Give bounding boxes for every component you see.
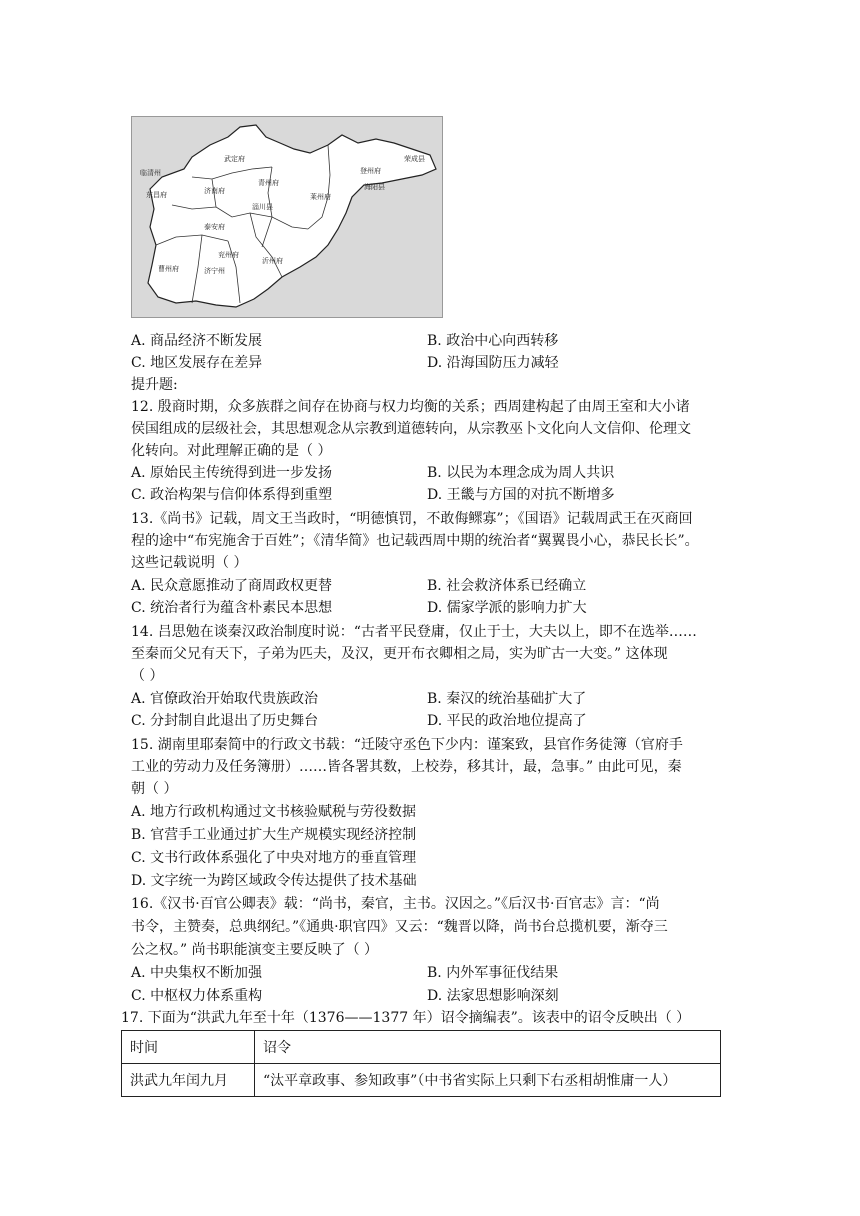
- q11-option-a: A. 商品经济不断发展: [131, 333, 263, 349]
- q15-line-1: 15. 湖南里耶秦简中的行政文书载：“迁陵守丞色下少内：谨案致，县官作务徒簿（官府手: [131, 737, 683, 753]
- q14-line-2: 至秦而父兄有天下，子弟为匹夫，及汉，更开布衣卿相之局，实为旷古一大变。” 这体现: [131, 646, 668, 662]
- q12-option-d: D. 王畿与方国的对抗不断增多: [427, 487, 615, 503]
- q15-line-3: 朝（ ）: [131, 781, 178, 797]
- q12-line-3: 化转向。对此理解正确的是（ ）: [131, 443, 332, 459]
- q16-line-3: 公之权。” 尚书职能演变主要反映了（ ）: [131, 942, 379, 958]
- q12-line-2: 侯国组成的层级社会，其思想观念从宗教到道德转向，从宗教巫卜文化向人文信仰、伦理文: [131, 421, 691, 437]
- q14-option-c: C. 分封制自此退出了历史舞台: [131, 713, 319, 729]
- q16-line-1: 16.《汉书·百官公卿表》载：“尚书，秦官，主书。汉因之。”《后汉书·百官志》言：“尚: [131, 896, 660, 912]
- q13-line-2: 程的途中“布宪施舍于百姓”；《清华简》也记载西周中期的统治者“翼翼畏小心，恭民长长”。: [131, 533, 699, 549]
- q16-option-b: B. 内外军事征伐结果: [427, 965, 559, 981]
- q14-line-1: 14. 吕思勉在谈秦汉政治制度时说：“古者平民登庸，仅止于士，大夫以上，即不在选举……: [131, 624, 697, 640]
- svg-text:济南府: 济南府: [204, 187, 225, 195]
- q13-option-c: C. 统治者行为蕴含朴素民本思想: [131, 600, 333, 616]
- q15-line-2: 工业的劳动力及任务簿册）……皆各署其数，上校券，移其计，最，急事。” 由此可见，秦: [131, 759, 682, 775]
- q15-option-c: C. 文书行政体系强化了中央对地方的垂直管理: [131, 850, 417, 866]
- q16-option-c: C. 中枢权力体系重构: [131, 988, 263, 1004]
- table-cell-time: 洪武九年闰九月: [122, 1064, 255, 1097]
- q16-option-a: A. 中央集权不断加强: [131, 965, 263, 981]
- svg-text:兖州府: 兖州府: [218, 251, 239, 259]
- table-cell-edict: “汰平章政事、参知政事”（中书省实际上只剩下右丞相胡惟庸一人）: [255, 1064, 721, 1097]
- q14-option-d: D. 平民的政治地位提高了: [427, 713, 587, 729]
- q12-option-c: C. 政治构架与信仰体系得到重塑: [131, 487, 333, 503]
- q13-option-d: D. 儒家学派的影响力扩大: [427, 600, 587, 616]
- svg-text:淄川县: 淄川县: [252, 203, 273, 211]
- table-header-row: [122, 1031, 721, 1064]
- q13-option-a: A. 民众意愿推动了商周政权更替: [131, 578, 333, 594]
- table-header-edict: 诏令: [255, 1031, 721, 1064]
- q17-stem: 17. 下面为“洪武九年至十年（1376——1377 年）诏令摘编表”。该表中的诏令反映出（ ）: [121, 1010, 691, 1026]
- q11-option-c: C. 地区发展存在差异: [131, 355, 263, 371]
- svg-text:济宁州: 济宁州: [204, 267, 225, 275]
- svg-text:荣成县: 荣成县: [404, 155, 425, 163]
- q11-option-d: D. 沿海国防压力减轻: [427, 355, 559, 371]
- q11-option-b: B. 政治中心向西转移: [427, 333, 559, 349]
- svg-text:东昌府: 东昌府: [146, 191, 167, 199]
- shandong-map-image: [131, 116, 443, 318]
- q13-line-3: 这些记载说明（ ）: [131, 555, 248, 571]
- svg-text:临清州: 临清州: [140, 169, 161, 177]
- svg-text:武定府: 武定府: [224, 155, 245, 163]
- q16-option-d: D. 法家思想影响深刻: [427, 988, 559, 1004]
- q12-option-a: A. 原始民主传统得到进一步发扬: [131, 465, 333, 481]
- svg-text:莱州府: 莱州府: [310, 193, 331, 201]
- table-header-time: 时间: [122, 1031, 255, 1064]
- map-svg: [132, 117, 442, 317]
- q13-option-b: B. 社会救济体系已经确立: [427, 578, 587, 594]
- svg-text:曹州府: 曹州府: [158, 265, 179, 273]
- q15-option-d: D. 文字统一为跨区域政令传达提供了技术基础: [131, 873, 417, 889]
- q14-option-a: A. 官僚政治开始取代贵族政治: [131, 691, 319, 707]
- svg-text:登州府: 登州府: [360, 167, 381, 175]
- edict-table: [121, 1030, 721, 1097]
- svg-text:青州府: 青州府: [258, 179, 279, 187]
- q12-line-1: 12. 殷商时期，众多族群之间存在协商与权力均衡的关系；西周建构起了由周王室和大小诸: [131, 399, 690, 415]
- q15-option-a: A. 地方行政机构通过文书核验赋税与劳役数据: [131, 804, 417, 820]
- section-title: 提升题:: [131, 377, 178, 393]
- table-row: [122, 1064, 721, 1097]
- svg-text:沂州府: 沂州府: [262, 257, 283, 265]
- q15-option-b: B. 官营手工业通过扩大生产规模实现经济控制: [131, 827, 417, 843]
- q14-line-3: （ ）: [131, 668, 164, 684]
- q16-line-2: 书令，主赞奏，总典纲纪。”《通典·职官四》又云：“魏晋以降，尚书台总揽机要，渐夺三: [131, 919, 668, 935]
- q14-option-b: B. 秦汉的统治基础扩大了: [427, 691, 587, 707]
- svg-text:泰安府: 泰安府: [204, 223, 225, 231]
- q13-line-1: 13.《尚书》记载，周文王当政时，“明德慎罚，不敢侮鳏寡”；《国语》记载周武王在灭商回: [131, 511, 693, 527]
- q12-option-b: B. 以民为本理念成为周人共识: [427, 465, 615, 481]
- svg-text:海阳县: 海阳县: [364, 183, 385, 191]
